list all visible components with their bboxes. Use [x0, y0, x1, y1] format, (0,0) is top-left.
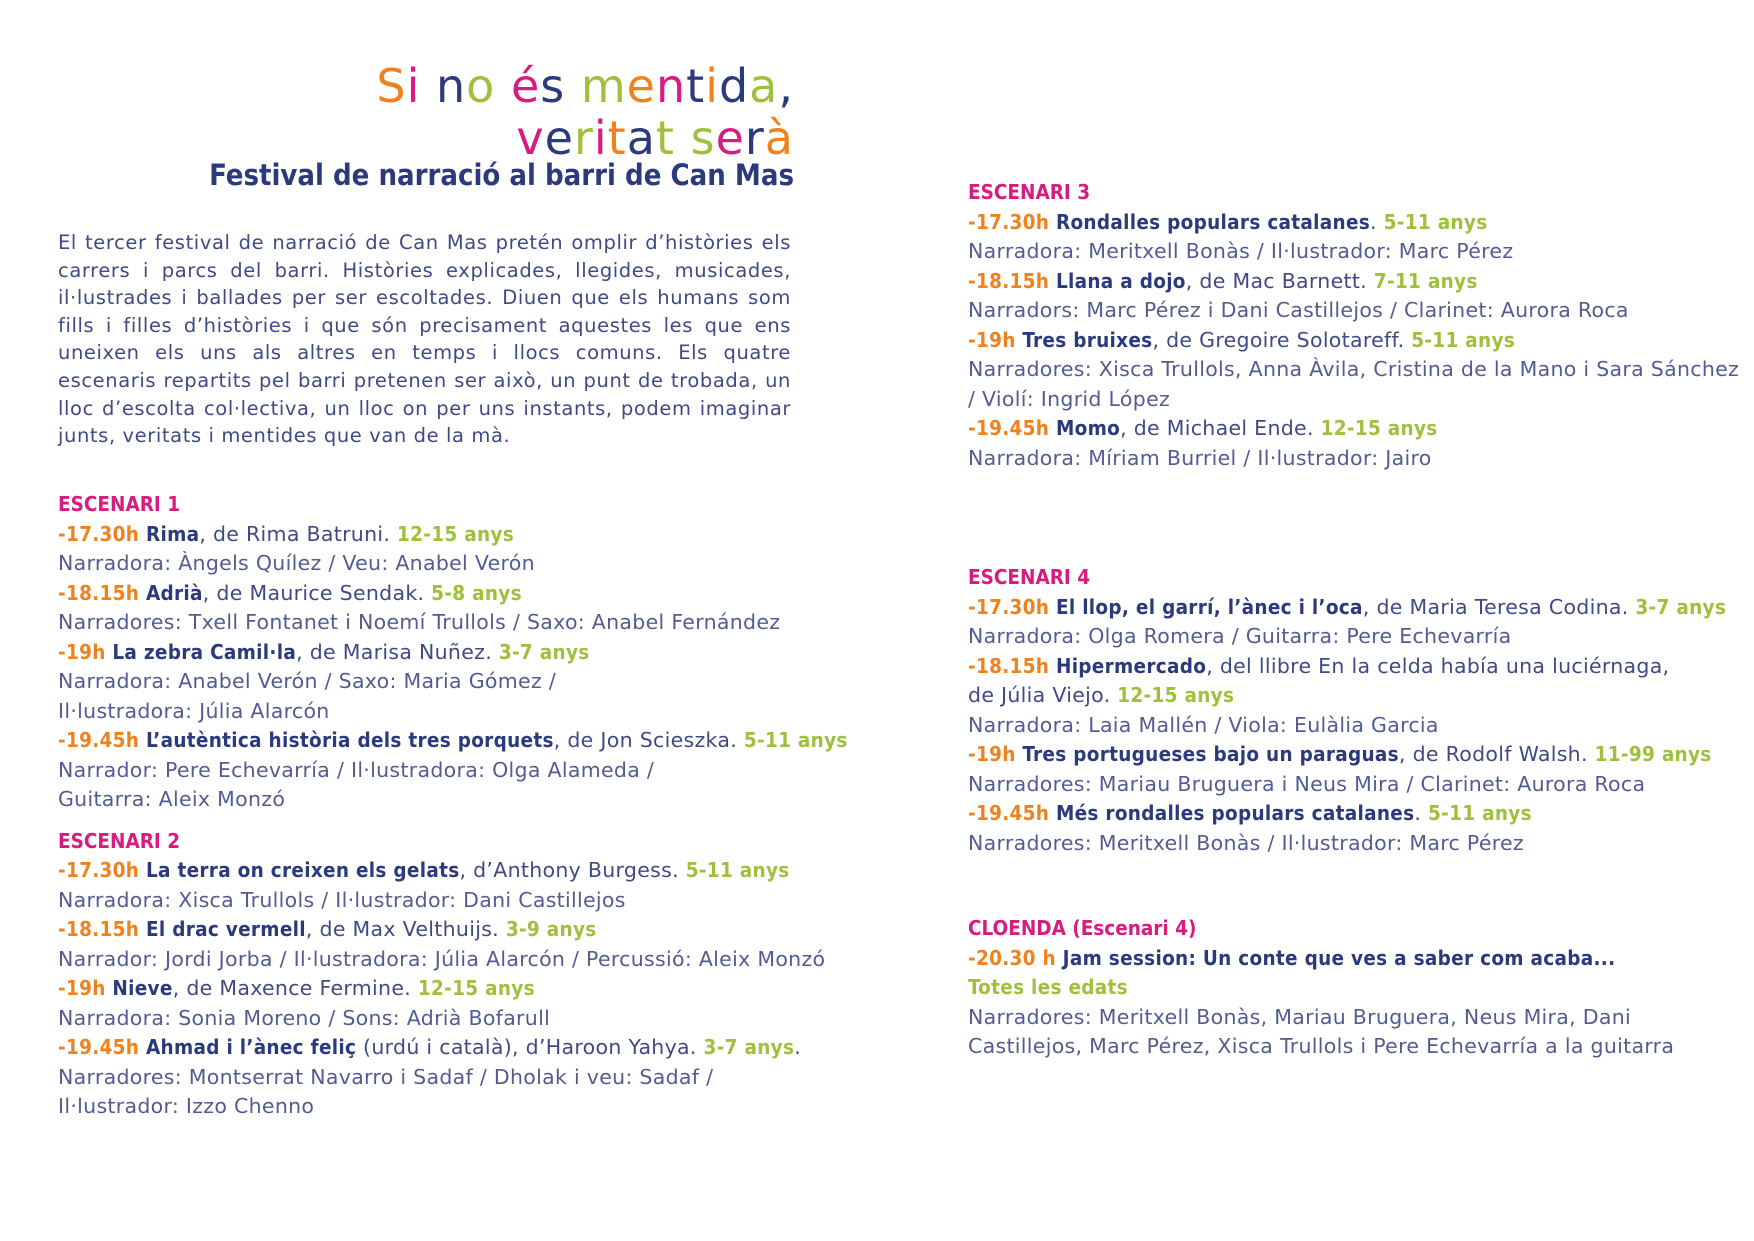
event-title: El drac vermell: [145, 917, 306, 941]
event-text: , de Maurice Sendak.: [202, 580, 432, 605]
event-text: , de Maxence Fermine.: [172, 976, 418, 1000]
credits-line: [968, 1032, 1754, 1062]
event-time: -19h: [968, 742, 1023, 766]
event-time: -18.15h: [968, 268, 1056, 293]
event-time: -17.30h: [968, 209, 1056, 234]
escenari-1-section: [58, 490, 858, 815]
event-title: La zebra Camil·la: [112, 639, 297, 664]
title-letter: e: [544, 111, 574, 165]
age-range: 3-9 anys: [505, 917, 597, 941]
credits-line: [968, 385, 1754, 415]
credits-line: [968, 770, 1754, 800]
event-time: -19h: [58, 639, 113, 664]
event-time: -18.15h: [968, 653, 1056, 678]
age-range: 5-11 anys: [685, 858, 790, 882]
event-credits: Narradors: Marc Pérez i Dani Castillejos / Clarinet: Aurora Roca: [968, 298, 1629, 322]
credits-line: [58, 1092, 858, 1122]
section-title: CLOENDA (Escenari 4): [968, 916, 1197, 940]
section-title: ESCENARI 4: [968, 565, 1091, 589]
title-letter: d: [718, 59, 750, 113]
event-text: , de Rima Batruni.: [199, 521, 398, 546]
program-line: [58, 579, 858, 609]
age-range: 7-11 anys: [1373, 268, 1478, 293]
event-credits: Narradora: Xisca Trullols / Il·lustrador: Dani Castillejos: [58, 887, 626, 912]
title-letter: t: [607, 111, 627, 165]
event-credits: Narradora: Sonia Moreno / Sons: Adrià Bofarull: [58, 1005, 551, 1030]
program-line: [968, 740, 1754, 770]
escenari-3-section: [968, 178, 1754, 473]
title-letter: t: [655, 111, 675, 165]
event-title: Tres bruixes: [1022, 327, 1153, 352]
event-time: -19h: [968, 327, 1023, 352]
title-letter: a: [749, 59, 779, 113]
title-letter: n: [655, 59, 687, 113]
section-title: ESCENARI 1: [58, 492, 181, 516]
event-time: -19.45h: [968, 416, 1056, 440]
event-time: -19.45h: [58, 1035, 146, 1059]
event-text: , de Jon Scieszka.: [553, 728, 744, 752]
escenari-4-section: [968, 563, 1754, 858]
title-line-2: [376, 112, 794, 164]
event-time: -19h: [58, 976, 113, 1000]
age-range: 12-15 anys: [1320, 416, 1438, 440]
credits-line: [968, 296, 1754, 326]
title-letter: ,: [778, 59, 794, 113]
title-letter: é: [510, 59, 541, 113]
event-title: La terra on creixen els gelats: [145, 858, 460, 882]
credits-line: [58, 945, 858, 975]
program-line: [968, 267, 1754, 297]
event-credits: Narradora: Meritxell Bonàs / Il·lustrador: Marc Pérez: [968, 239, 1514, 263]
age-range: 12-15 anys: [1117, 683, 1235, 707]
event-credits: Il·lustrador: Izzo Chenno: [58, 1094, 315, 1118]
title-letter: o: [466, 59, 496, 113]
event-credits: Narradora: Àngels Quílez / Veu: Anabel Verón: [58, 551, 535, 575]
event-credits: Narradora: Olga Romera / Guitarra: Pere Echevarría: [968, 624, 1512, 648]
escenari-2-section: [58, 827, 858, 1122]
age-range: 3-7 anys: [498, 639, 590, 664]
title-letter: S: [376, 59, 407, 113]
right-column-middle: [968, 563, 1754, 858]
festival-title: [376, 60, 794, 164]
event-title: Tres portugueses bajo un paraguas: [1022, 742, 1399, 766]
title-letter: [420, 59, 436, 113]
age-range: 5-8 anys: [431, 580, 522, 605]
event-title: Adrià: [145, 580, 203, 605]
event-text: , de Gregoire Solotareff.: [1152, 327, 1412, 352]
event-credits: Narradores: Montserrat Navarro i Sadaf / Dholak i veu: Sadaf /: [58, 1064, 714, 1089]
age-range: 5-11 anys: [1411, 327, 1516, 352]
event-text: , de Rodolf Walsh.: [1398, 742, 1595, 766]
program-line: [58, 915, 858, 945]
title-letter: r: [744, 111, 765, 165]
age-range: 5-11 anys: [1383, 209, 1488, 234]
credits-line: [58, 785, 858, 815]
credits-line: [58, 549, 858, 579]
program-line: [58, 726, 858, 756]
event-time: -17.30h: [58, 858, 146, 882]
age-range: 12-15 anys: [417, 976, 535, 1000]
event-credits: Narradores: Txell Fontanet i Noemí Trullols / Saxo: Anabel Fernández: [58, 610, 781, 634]
event-time: -17.30h: [58, 521, 146, 546]
program-line: [968, 208, 1754, 238]
title-letter: a: [626, 111, 656, 165]
title-letter: [675, 111, 691, 165]
credits-line: [58, 697, 858, 727]
event-title: Rima: [145, 521, 200, 546]
program-line: [968, 799, 1754, 829]
event-time: -18.15h: [58, 580, 146, 605]
program-line: [968, 681, 1754, 711]
event-text: .: [1414, 801, 1429, 825]
event-title: Momo: [1055, 416, 1121, 440]
age-range: 3-7 anys: [1635, 594, 1727, 619]
event-title: Hipermercado: [1055, 653, 1207, 678]
event-credits: Il·lustradora: Júlia Alarcón: [58, 698, 330, 723]
event-credits: Narrador: Pere Echevarría / Il·lustradora: Olga Alameda /: [58, 757, 655, 782]
age-range: 11-99 anys: [1594, 742, 1712, 766]
credits-line: [968, 444, 1754, 474]
event-credits: Narradores: Mariau Bruguera i Neus Mira / Clarinet: Aurora Roca: [968, 771, 1646, 796]
credits-line: [58, 1004, 858, 1034]
program-line: [968, 973, 1754, 1003]
event-text: , de Mac Barnett.: [1185, 268, 1374, 293]
credits-line: [968, 711, 1754, 741]
event-credits: Narradores: Xisca Trullols, Anna Àvila, Cristina de la Mano i Sara Sánchez: [968, 357, 1740, 381]
section-title: ESCENARI 3: [968, 180, 1091, 204]
age-range: 12-15 anys: [397, 521, 514, 546]
credits-line: [58, 886, 858, 916]
title-letter: [565, 59, 581, 113]
event-time: -19.45h: [968, 801, 1056, 825]
event-title: Jam session: Un conte que ves a saber com acaba...: [1062, 945, 1616, 970]
event-time: -18.15h: [58, 917, 146, 941]
age-range: 5-11 anys: [743, 728, 848, 752]
event-text: , del llibre En la celda había una luciérnaga,: [1206, 653, 1670, 678]
event-title: Ahmad i l’ànec feliç: [145, 1035, 357, 1059]
credits-line: [58, 1063, 858, 1093]
event-text: de Júlia Viejo.: [968, 683, 1118, 707]
event-text: .: [1370, 209, 1384, 234]
title-letter: e: [715, 111, 745, 165]
event-title: Rondalles populars catalanes: [1055, 209, 1371, 234]
program-line: [58, 1033, 858, 1063]
section-title: ESCENARI 2: [58, 828, 181, 853]
cloenda-section: [968, 914, 1754, 1062]
title-letter: i: [406, 59, 421, 113]
credits-line: [968, 622, 1754, 652]
credits-line: [58, 608, 858, 638]
title-letter: s: [540, 59, 566, 113]
event-time: -19.45h: [58, 728, 146, 752]
title-letter: n: [436, 59, 467, 113]
program-line: [58, 974, 858, 1004]
left-column: [58, 490, 858, 1122]
event-title: Més rondalles populars catalanes: [1055, 801, 1415, 825]
event-credits: Narradores: Meritxell Bonàs / Il·lustrador: Marc Pérez: [968, 830, 1524, 855]
credits-line: [968, 1003, 1754, 1033]
title-line-1: [376, 60, 794, 112]
event-title: L’autèntica història dels tres porquets: [145, 728, 554, 752]
credits-line: [58, 756, 858, 786]
event-time: -20.30 h: [968, 945, 1063, 970]
event-text: , de Marisa Nuñez.: [296, 639, 499, 664]
event-title: Llana a dojo: [1055, 268, 1186, 293]
event-text: (urdú i català), d’Haroon Yahya.: [356, 1035, 704, 1059]
event-text: , de Maria Teresa Codina.: [1362, 594, 1636, 619]
event-credits: Guitarra: Aleix Monzó: [58, 787, 286, 811]
program-line: [968, 326, 1754, 356]
title-letter: e: [626, 59, 656, 113]
event-credits: Narradora: Laia Mallén / Viola: Eulàlia Garcia: [968, 712, 1439, 737]
program-line: [968, 944, 1754, 974]
event-credits: Narrador: Jordi Jorba / Il·lustradora: Júlia Alarcón / Percussió: Aleix Monzó: [58, 946, 826, 971]
event-time: -17.30h: [968, 594, 1056, 619]
event-text: , de Michael Ende.: [1120, 416, 1321, 440]
event-credits: Narradores: Meritxell Bonàs, Mariau Bruguera, Neus Mira, Dani: [968, 1004, 1632, 1029]
festival-subtitle: Festival de narració al barri de Can Mas: [209, 158, 794, 192]
right-column-top: [968, 178, 1754, 473]
program-line: [968, 414, 1754, 444]
program-line: [58, 520, 858, 550]
title-letter: s: [690, 111, 716, 165]
program-line: [968, 652, 1754, 682]
event-text: , d’Anthony Burgess.: [459, 858, 686, 882]
title-letter: à: [764, 111, 794, 165]
credits-line: [968, 355, 1754, 385]
right-column-bottom: [968, 914, 1754, 1062]
age-range: Totes les edats: [968, 975, 1128, 999]
program-line: [58, 638, 858, 668]
title-letter: r: [573, 111, 594, 165]
intro-paragraph: El tercer festival de narració de Can Mas pretén omplir d’històries els carrers i parcs del barri. Històries explicades, llegides, musicades, il·lustrades i ballades per ser escoltades. Diuen que els humans som fills i filles d’històries i que són precisament aquestes les que ens uneixen els uns als altres en temps i llocs comuns. Els quatre escenaris repartits pel barri pretenen ser això, un punt de trobada, un lloc d’escolta col·lectiva, un lloc on per uns instants, podem imaginar junts, veritats i mentides que van de la mà.: [58, 231, 791, 448]
credits-line: [58, 667, 858, 697]
event-credits: Castillejos, Marc Pérez, Xisca Trullols i Pere Echevarría a la guitarra: [968, 1034, 1675, 1058]
age-range: 3-7 anys: [703, 1035, 795, 1059]
event-credits: / Violí: Ingrid López: [968, 386, 1171, 411]
event-text: .: [794, 1035, 802, 1059]
event-title: El llop, el garrí, l’ànec i l’oca: [1055, 594, 1363, 619]
title-letter: i: [593, 111, 608, 165]
event-credits: Narradora: Míriam Burriel / Il·lustrador: Jairo: [968, 445, 1432, 470]
credits-line: [968, 237, 1754, 267]
event-title: Nieve: [112, 976, 173, 1000]
title-letter: [495, 59, 511, 113]
program-line: [58, 856, 858, 886]
program-line: [968, 593, 1754, 623]
age-range: 5-11 anys: [1428, 801, 1532, 825]
event-credits: Narradora: Anabel Verón / Saxo: Maria Gómez /: [58, 669, 557, 693]
credits-line: [968, 829, 1754, 859]
title-letter: i: [705, 59, 719, 113]
title-letter: t: [686, 59, 706, 113]
event-text: , de Max Velthuijs.: [305, 917, 506, 941]
title-letter: v: [516, 111, 545, 165]
title-letter: m: [580, 59, 627, 113]
